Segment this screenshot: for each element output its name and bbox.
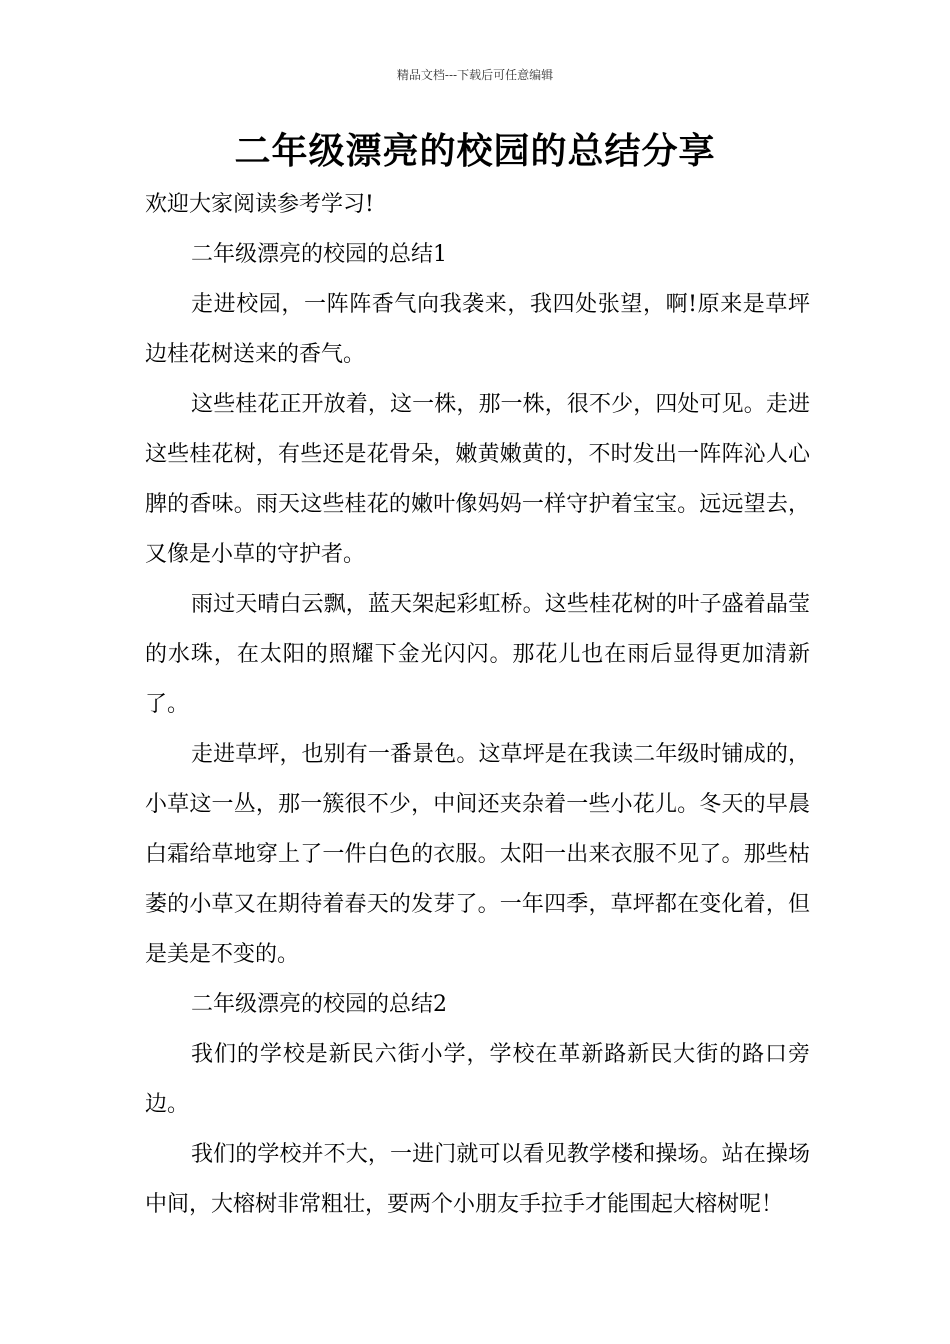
section-heading: 二年级漂亮的校园的总结1: [191, 242, 447, 267]
document-body: [145, 180, 810, 1230]
paragraph: 这些桂花正开放着，这一株，那一株，很不少，四处可见。走进这些桂花树，有些还是花骨朵，嫩黄嫩黄的，不时发出一阵阵沁人心脾的香味。雨天这些桂花的嫩叶像妈妈一样守护着宝宝。远远望去，又像是小草的守护者。: [145, 392, 810, 567]
paragraph: 我们的学校并不大，一进门就可以看见教学楼和操场。站在操场中间，大榕树非常粗壮，要两个小朋友手拉手才能围起大榕树呢！: [145, 1142, 810, 1217]
paragraph: 走进草坪，也别有一番景色。这草坪是在我读二年级时铺成的，小草这一丛，那一簇很不少，中间还夹杂着一些小花儿。冬天的早晨白霜给草地穿上了一件白色的衣服。太阳一出来衣服不见了。那些枯萎的小草又在期待着春天的发芽了。一年四季，草坪都在变化着，但是美是不变的。: [145, 742, 810, 967]
intro-paragraph: 欢迎大家阅读参考学习!: [145, 192, 374, 217]
header-note: 精品文档---下载后可任意编辑: [396, 68, 554, 82]
paragraph: 雨过天晴白云飘，蓝天架起彩虹桥。这些桂花树的叶子盛着晶莹的水珠，在太阳的照耀下金光闪闪。那花儿也在雨后显得更加清新了。: [145, 592, 810, 717]
document-title: 二年级漂亮的校园的总结分享: [234, 131, 716, 172]
section-heading: 二年级漂亮的校园的总结2: [191, 992, 447, 1017]
paragraph: 走进校园，一阵阵香气向我袭来，我四处张望，啊!原来是草坪边桂花树送来的香气。: [145, 292, 810, 367]
paragraph: 我们的学校是新民六街小学，学校在革新路新民大街的路口旁边。: [145, 1042, 810, 1117]
